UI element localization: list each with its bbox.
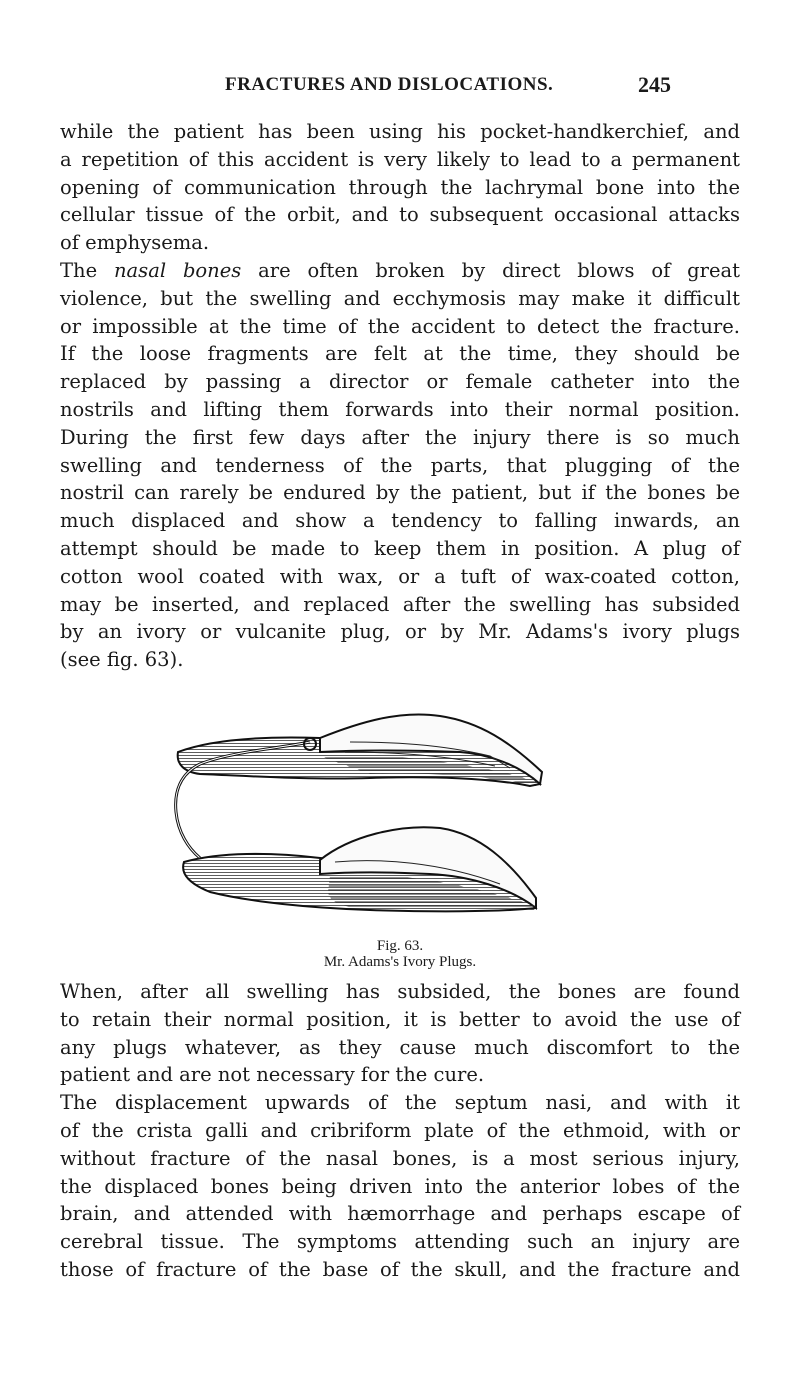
- text-line: nostrils and lifting them forwards into their normal position.: [60, 397, 740, 421]
- paragraph-emphysema: [60, 118, 740, 257]
- text-fragment: are often broken by direct blows of great: [241, 258, 740, 282]
- text-line: much displaced and show a tendency to falling inwards, an: [60, 509, 740, 533]
- page-number: 245: [638, 72, 671, 97]
- text-line: cotton wool coated with wax, or a tuft of wax-coated cotton,: [60, 564, 740, 588]
- figure-label: Fig. 63.: [376, 938, 424, 954]
- text-line: without fracture of the nasal bones, is a most serious injury,: [60, 1146, 740, 1170]
- paragraph-plugs-avoid: [60, 978, 740, 1089]
- text-block-bottom: [60, 978, 740, 1284]
- figure-caption: Mr. Adams's Ivory Plugs.: [323, 954, 477, 970]
- text-line: of the crista galli and cribriform plate of the ethmoid, with or: [60, 1118, 740, 1142]
- text-line: by an ivory or vulcanite plug, or by Mr. Adams's ivory plugs: [60, 620, 740, 644]
- lower-plug: [183, 827, 536, 911]
- text-line: a repetition of this accident is very likely to lead to a permanent: [60, 147, 740, 171]
- running-head: [0, 74, 800, 100]
- text-line: opening of communication through the lachrymal bone into the: [60, 175, 740, 199]
- text-line: cerebral tissue. The symptoms attending such an injury are: [60, 1230, 740, 1254]
- ivory-plugs-illustration: [170, 712, 620, 952]
- text-fragment: The: [60, 258, 114, 282]
- text-line: cellular tissue of the orbit, and to subsequent occasional attacks: [60, 203, 740, 227]
- text-line: violence, but the swelling and ecchymosis may make it difficult: [60, 286, 740, 310]
- text-line: When, after all swelling has subsided, the bones are found: [60, 980, 740, 1003]
- text-line: The displacement upwards of the septum nasi, and with it: [60, 1091, 740, 1115]
- text-line: of emphysema.: [60, 231, 210, 255]
- text-line: [60, 257, 740, 285]
- text-line: brain, and attended with hæmorrhage and perhaps escape of: [60, 1202, 740, 1226]
- text-line: the displaced bones being driven into the anterior lobes of the: [60, 1174, 740, 1198]
- text-line: replaced by passing a director or female catheter into the: [60, 370, 740, 394]
- running-title: FRACTURES AND DISLOCATIONS.: [225, 74, 554, 95]
- text-line: If the loose fragments are felt at the time, they should be: [60, 342, 740, 366]
- text-line: swelling and tenderness of the parts, that plugging of the: [60, 453, 740, 477]
- text-line: attempt should be made to keep them in position. A plug of: [60, 536, 740, 560]
- text-block-top: [60, 118, 740, 674]
- italic-term: nasal bones: [114, 258, 242, 282]
- paragraph-septum-displacement: [60, 1089, 740, 1284]
- upper-plug: [178, 714, 542, 786]
- text-line: patient and are not necessary for the cure.: [60, 1063, 485, 1087]
- text-line: may be inserted, and replaced after the swelling has subsided: [60, 592, 740, 616]
- text-line: those of fracture of the base of the skull, and the fracture and: [60, 1257, 740, 1281]
- text-line: while the patient has been using his pocket-handkerchief, and: [60, 120, 740, 143]
- text-line: to retain their normal position, it is better to avoid the use of: [60, 1007, 740, 1031]
- text-line: (see fig. 63).: [60, 648, 184, 672]
- text-line: any plugs whatever, as they cause much discomfort to the: [60, 1035, 740, 1059]
- text-line: or impossible at the time of the accident to detect the fracture.: [60, 314, 740, 338]
- text-line: nostril can rarely be endured by the patient, but if the bones be: [60, 481, 740, 505]
- paragraph-nasal-bones: [60, 257, 740, 674]
- text-line: During the first few days after the injury there is so much: [60, 425, 740, 449]
